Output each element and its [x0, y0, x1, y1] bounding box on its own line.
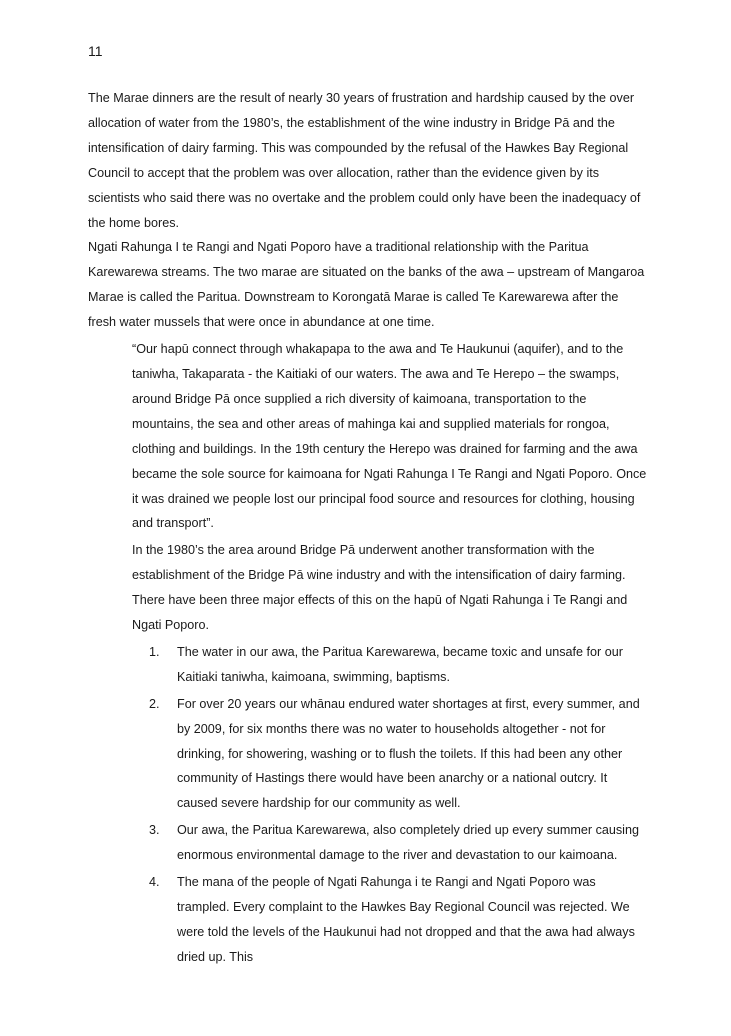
- list-item: [132, 818, 648, 868]
- list-item-text: The water in our awa, the Paritua Karewarewa, became toxic and unsafe for our Kaitiaki taniwha, kaimoana, swimming, baptisms.: [177, 644, 623, 684]
- page-number: 11: [88, 43, 103, 59]
- paragraph-traditional-relationship: Ngati Rahunga I te Rangi and Ngati Poporo have a traditional relationship with the Paritua Karewarewa streams. The two marae are situated on the banks of the awa – upstream of Mangaroa Marae is called the Paritua. Downstream to Korongatā Marae is called Te Karewarewa after the fresh water mussels that were once in abundance at one time.: [88, 240, 645, 330]
- paragraph-marae-dinners: The Marae dinners are the result of nearly 30 years of frustration and hardship caused by the over allocation of water from the 1980’s, the establishment of the wine industry in Bridge Pā and the intensification of dairy farming. This was compounded by the refusal of the Hawkes Bay Regional Council to accept that the problem was over allocation, rather than the evidence given by its scientists who said there was no overtake and the problem could only have been the inadequacy of the home bores.: [88, 91, 641, 230]
- quote-hapu-connection: “Our hapū connect through whakapapa to the awa and Te Haukunui (aquifer), and to the taniwha, Takaparata - the Kaitiaki of our waters. The awa and Te Herepo – the swamps, around Bridge Pā once supplied a rich diversity of kaimoana, transportation to the mountains, the sea and other areas of mahinga kai and supplied materials for rongoa, clothing and buildings. In the 19th century the Herepo was drained for farming and the awa became the sole source for kaimoana for Ngati Rahunga I Te Rangi and Ngati Poporo. Once it was drained we people lost our principal food source and resources for clothing, housing and transport”.: [132, 342, 647, 531]
- list-item-number: 1.: [149, 644, 160, 659]
- list-item: [132, 870, 648, 970]
- list-item-text: The mana of the people of Ngati Rahunga i te Rangi and Ngati Poporo was trampled. Every complaint to the Hawkes Bay Regional Council was rejected. We were told the levels of the Haukunui had not dropped and that the awa had always dried up. This: [177, 875, 635, 964]
- list-item-text: For over 20 years our whānau endured water shortages at first, every summer, and by 2009, for six months there was no water to households altogether - not for drinking, for showering, washing or to flush the toilets. If this had been any other community of Hastings there would have been anarchy or a national outcry. It caused severe hardship for our community as well.: [177, 696, 640, 811]
- paragraph-1980s-transformation: In the 1980’s the area around Bridge Pā underwent another transformation with the establishment of the Bridge Pā wine industry and with the intensification of dairy farming. There have been three major effects of this on the hapū of Ngati Rahunga i Te Rangi and Ngati Poporo.: [132, 543, 628, 633]
- effects-list: [132, 640, 648, 970]
- document-body: [88, 86, 648, 970]
- list-item: [132, 640, 648, 690]
- list-item-text: Our awa, the Paritua Karewarewa, also completely dried up every summer causing enormous environmental damage to the river and devastation to our kaimoana.: [177, 823, 639, 863]
- list-item-number: 4.: [149, 875, 160, 890]
- list-item: [132, 692, 648, 817]
- list-item-number: 2.: [149, 696, 160, 711]
- list-item-number: 3.: [149, 823, 160, 838]
